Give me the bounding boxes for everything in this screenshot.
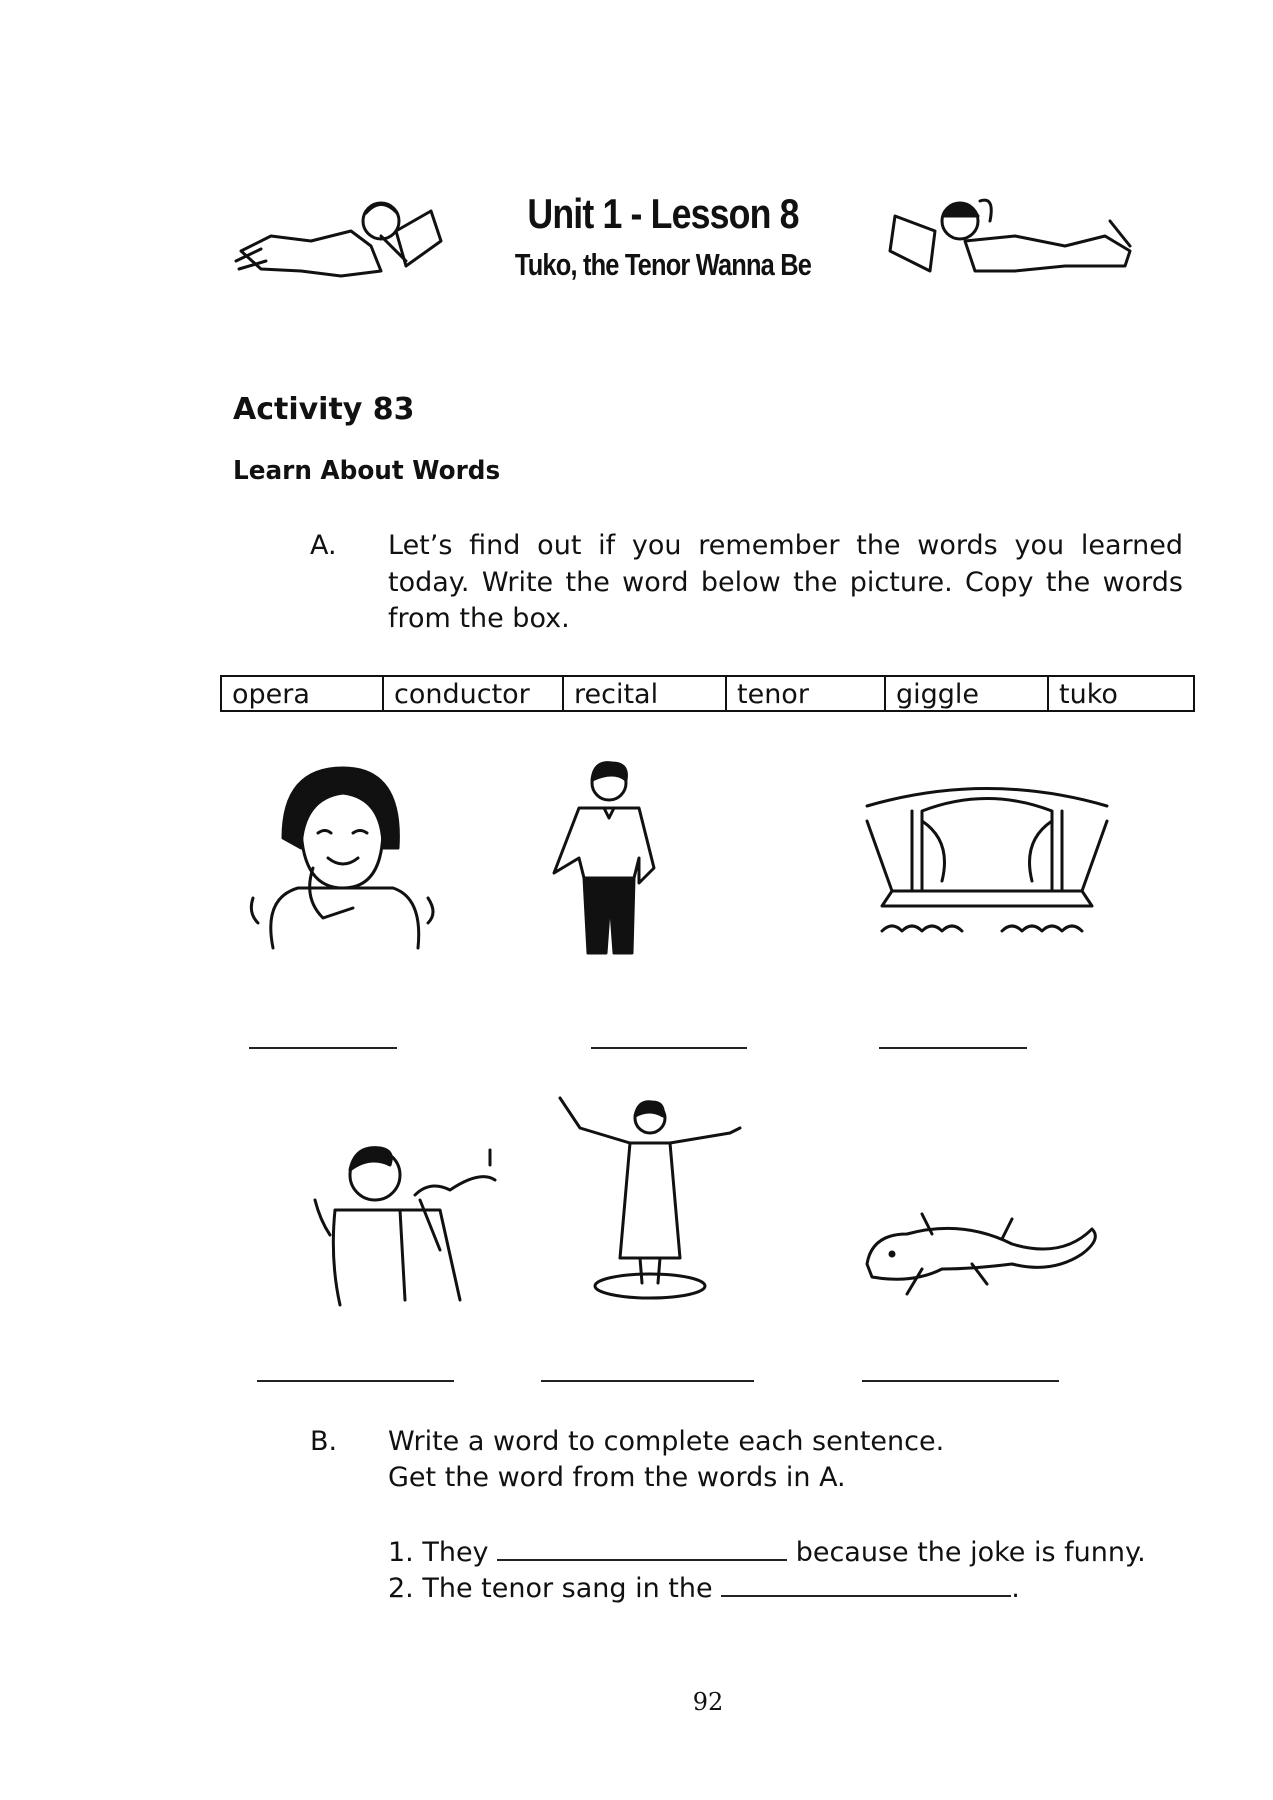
unit-title: Unit 1 - Lesson 8: [527, 190, 799, 237]
part-b-instruction-line2: Get the word from the words in A.: [388, 1462, 846, 1493]
sentence-1-start: 1. They: [388, 1537, 498, 1568]
sentence-2-blank[interactable]: [721, 1571, 1011, 1597]
part-a-instruction: Let’s find out if you remember the words you learned today. Write the word below the picture. Copy the words from the box.: [388, 530, 1183, 634]
word-box-cell: tenor: [726, 676, 885, 711]
giggling-girl-picture: [243, 758, 440, 955]
word-box-cell: giggle: [885, 676, 1048, 711]
answer-blank[interactable]: [541, 1380, 754, 1382]
tenor-singer-picture: [544, 758, 677, 966]
answer-blank[interactable]: [249, 1047, 397, 1049]
sentence-1-end: because the joke is funny.: [787, 1537, 1146, 1568]
tuko-gecko-picture: [862, 1209, 1101, 1296]
part-b-letter: B.: [310, 1426, 338, 1457]
sentence-1-blank[interactable]: [497, 1535, 787, 1561]
opera-stage-picture: [862, 781, 1111, 949]
word-box-cell: conductor: [383, 676, 563, 711]
sentence-1: [388, 1535, 1146, 1572]
word-box-cell: opera: [221, 676, 383, 711]
word-box-cell: recital: [563, 676, 726, 711]
conductor-picture: [550, 1088, 750, 1302]
sentence-2: [388, 1571, 1020, 1608]
answer-blank[interactable]: [257, 1380, 454, 1382]
lesson-title: Tuko, the Tenor Wanna Be: [514, 247, 812, 282]
page-number: 92: [692, 1688, 724, 1716]
activity-subtitle: Learn About Words: [233, 456, 501, 486]
word-box: [220, 675, 1195, 712]
sentence-2-start: 2. The tenor sang in the: [388, 1573, 722, 1604]
singer-with-microphone-picture: [310, 1140, 503, 1307]
answer-blank[interactable]: [591, 1047, 747, 1049]
answer-blank[interactable]: [862, 1380, 1059, 1382]
sentence-2-end: .: [1011, 1573, 1020, 1604]
word-box-cell: tuko: [1048, 676, 1194, 711]
part-b-instruction-line1: Write a word to complete each sentence.: [388, 1426, 945, 1457]
part-a-letter: A.: [310, 530, 337, 561]
answer-blank[interactable]: [879, 1047, 1027, 1049]
activity-title: Activity 83: [233, 392, 415, 427]
